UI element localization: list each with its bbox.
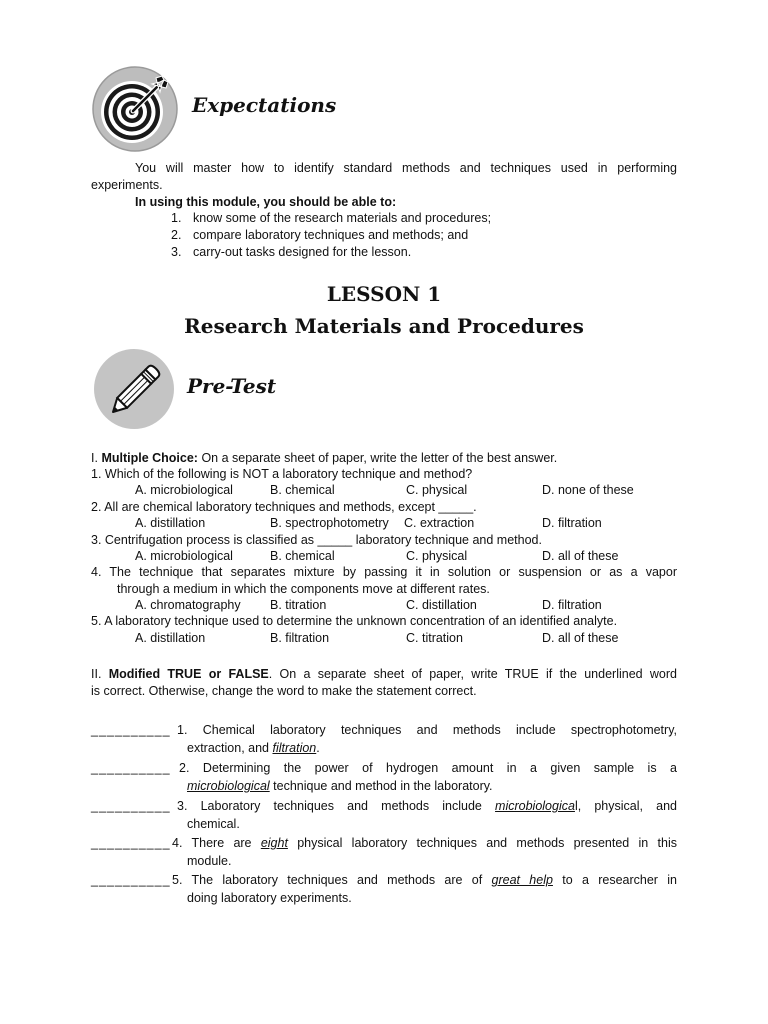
choice-a: A. distillation bbox=[135, 516, 206, 530]
item-text: to a researcher in bbox=[562, 873, 677, 887]
item-text: extraction, and bbox=[187, 741, 269, 755]
pretest-heading: Pre-Test bbox=[187, 374, 277, 398]
part2-instruction: is correct. Otherwise, change the word to make the statement correct. bbox=[91, 684, 477, 698]
objective-number: 1. bbox=[171, 211, 182, 225]
item-line: doing laboratory experiments. bbox=[187, 891, 352, 905]
answer-blank: __________ bbox=[91, 723, 171, 737]
part2-instruction-text: . On a separate sheet of paper, write TRUE if the underlined word bbox=[268, 667, 677, 681]
answer-blank: __________ bbox=[91, 836, 171, 850]
objectives-lead: In using this module, you should be able to: bbox=[135, 195, 397, 209]
underlined-word: microbiologica bbox=[495, 799, 575, 813]
item-number: 5. bbox=[172, 873, 183, 887]
item-number: 4. bbox=[172, 836, 183, 850]
item-line bbox=[179, 760, 677, 776]
part1-instruction bbox=[91, 450, 557, 466]
part2-instruction bbox=[91, 666, 677, 682]
item-number: 1. bbox=[177, 723, 188, 737]
target-icon bbox=[92, 66, 178, 152]
choice-b: B. filtration bbox=[270, 631, 330, 645]
question-text: 3. Centrifugation process is classified as _____ laboratory technique and method. bbox=[91, 533, 542, 547]
question-text: 4. The technique that separates mixture by passing it in solution or suspension or as a vapor bbox=[91, 565, 677, 579]
choice-a: A. microbiological bbox=[135, 483, 233, 497]
choice-d: D. filtration bbox=[542, 598, 602, 612]
item-line bbox=[187, 778, 493, 794]
lesson-title: Research Materials and Procedures bbox=[184, 314, 584, 338]
choice-row bbox=[0, 597, 768, 613]
objective-text: compare laboratory techniques and methods; and bbox=[193, 228, 469, 242]
objective-number: 2. bbox=[171, 228, 182, 242]
choice-row bbox=[0, 630, 768, 646]
choice-b: B. chemical bbox=[270, 483, 335, 497]
item-text: Chemical laboratory techniques and methods include spectrophotometry, bbox=[202, 723, 677, 737]
item-text: Determining the power of hydrogen amount in a given sample is a bbox=[202, 761, 678, 775]
expectations-heading: Expectations bbox=[192, 93, 337, 117]
choice-a: A. distillation bbox=[135, 631, 206, 645]
choice-d: D. filtration bbox=[542, 516, 602, 530]
item-line bbox=[177, 798, 677, 814]
item-line: module. bbox=[187, 854, 232, 868]
choice-c: C. physical bbox=[406, 549, 468, 563]
underlined-word: microbiological bbox=[187, 779, 270, 793]
choice-d: D. all of these bbox=[542, 549, 619, 563]
choice-row bbox=[0, 548, 768, 564]
choice-c: C. distillation bbox=[406, 598, 477, 612]
intro-line: You will master how to identify standard methods and techniques used in performing bbox=[135, 161, 677, 175]
item-text: Laboratory techniques and methods include bbox=[200, 799, 482, 813]
part1-title: Multiple Choice: bbox=[101, 451, 198, 465]
choice-row bbox=[0, 515, 768, 531]
item-line: chemical. bbox=[187, 817, 240, 831]
item-number: 3. bbox=[177, 799, 188, 813]
choice-c: C. extraction bbox=[404, 516, 475, 530]
lesson-number: LESSON 1 bbox=[326, 282, 442, 306]
question-text: 5. A laboratory technique used to determine the unknown concentration of an identified analyte. bbox=[91, 614, 618, 628]
choice-a: A. microbiological bbox=[135, 549, 233, 563]
item-text: The laboratory techniques and methods are of bbox=[191, 873, 483, 887]
answer-blank: __________ bbox=[91, 799, 171, 813]
item-text: physical laboratory techniques and methods presented in this bbox=[297, 836, 677, 850]
item-line bbox=[187, 740, 320, 756]
question-text: 2. All are chemical laboratory techniques and methods, except _____. bbox=[91, 500, 477, 514]
item-line bbox=[172, 835, 677, 851]
part2-title: Modified TRUE or FALSE bbox=[108, 667, 269, 681]
choice-c: C. physical bbox=[406, 483, 468, 497]
choice-d: D. none of these bbox=[542, 483, 634, 497]
underlined-word: filtration bbox=[272, 741, 317, 755]
item-text: technique and method in the laboratory. bbox=[273, 779, 493, 793]
question-text: through a medium in which the components move at different rates. bbox=[117, 582, 490, 596]
underlined-word: eight bbox=[260, 836, 288, 850]
choice-b: B. titration bbox=[270, 598, 327, 612]
question-text: 1. Which of the following is NOT a laboratory technique and method? bbox=[91, 467, 473, 481]
answer-blank: __________ bbox=[91, 873, 171, 887]
underlined-word: great help bbox=[491, 873, 553, 887]
choice-c: C. titration bbox=[406, 631, 463, 645]
intro-line: experiments. bbox=[91, 178, 163, 192]
choice-a: A. chromatography bbox=[135, 598, 241, 612]
objective-number: 3. bbox=[171, 245, 182, 259]
choice-b: B. chemical bbox=[270, 549, 335, 563]
objective-text: carry-out tasks designed for the lesson. bbox=[193, 245, 412, 259]
item-text: . bbox=[316, 741, 320, 755]
objective-text: know some of the research materials and procedures; bbox=[193, 211, 492, 225]
part2-label: II. bbox=[91, 667, 102, 681]
answer-blank: __________ bbox=[91, 761, 171, 775]
item-text: l, physical, and bbox=[574, 799, 678, 813]
item-line bbox=[172, 872, 677, 888]
pencil-icon bbox=[94, 348, 174, 430]
choice-d: D. all of these bbox=[542, 631, 619, 645]
part1-instruction-text: On a separate sheet of paper, write the letter of the best answer. bbox=[201, 451, 558, 465]
choice-row bbox=[0, 482, 768, 498]
part1-label: I. bbox=[91, 451, 98, 465]
choice-b: B. spectrophotometry bbox=[270, 516, 389, 530]
item-line bbox=[177, 722, 677, 738]
item-number: 2. bbox=[179, 761, 190, 775]
item-text: There are bbox=[191, 836, 252, 850]
